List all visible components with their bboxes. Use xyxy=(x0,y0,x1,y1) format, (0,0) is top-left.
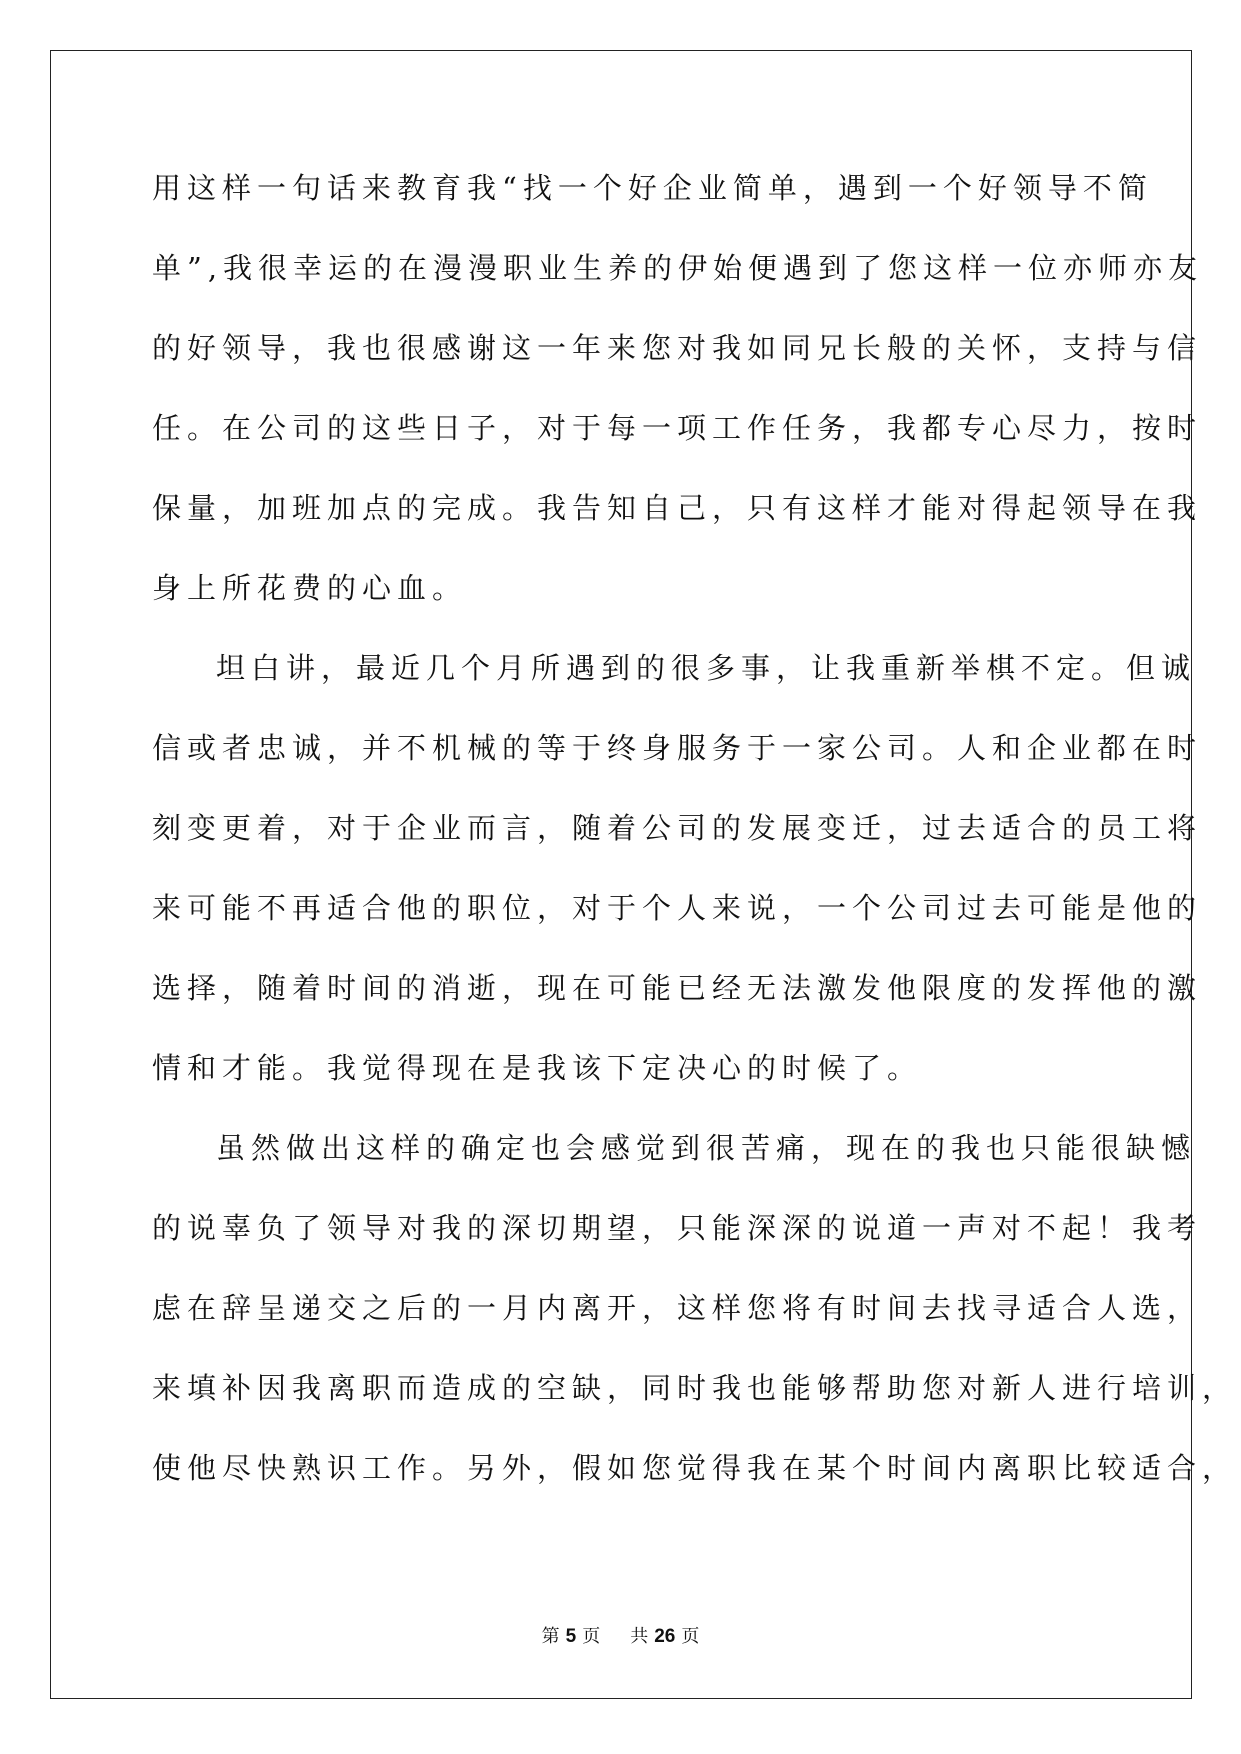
text-line: 信或者忠诚，并不机械的等于终身服务于一家公司。人和企业都在时 xyxy=(152,731,1203,765)
total-suffix: 页 xyxy=(681,1626,700,1647)
total-pages: 26 xyxy=(654,1626,676,1647)
text-line: 保量，加班加点的完成。我告知自己，只有这样才能对得起领导在我 xyxy=(152,491,1203,525)
page-footer xyxy=(0,1622,1241,1648)
paragraph-start-line: 坦白讲，最近几个月所遇到的很多事，让我重新举棋不定。但诚 xyxy=(216,651,1197,685)
page-prefix: 第 xyxy=(541,1626,560,1647)
paragraph-start-line: 虽然做出这样的确定也会感觉到很苦痛，现在的我也只能很缺憾 xyxy=(216,1131,1197,1165)
text-line: 任。在公司的这些日子，对于每一项工作任务，我都专心尽力，按时 xyxy=(152,411,1203,445)
text-line: 来填补因我离职而造成的空缺，同时我也能够帮助您对新人进行培训， xyxy=(152,1371,1238,1405)
page-number: 5 xyxy=(565,1626,577,1647)
text-line: 身上所花费的心血。 xyxy=(152,571,468,605)
text-line: 使他尽快熟识工作。另外，假如您觉得我在某个时间内离职比较适合， xyxy=(152,1451,1238,1485)
text-line: 情和才能。我觉得现在是我该下定决心的时候了。 xyxy=(152,1051,923,1085)
page-suffix: 页 xyxy=(582,1626,601,1647)
total-prefix: 共 xyxy=(630,1626,649,1647)
document-body xyxy=(152,160,1238,1520)
text-line: 用这样一句话来教育我“找一个好企业简单，遇到一个好领导不简 xyxy=(152,171,1153,205)
text-line: 刻变更着，对于企业而言，随着公司的发展变迁，过去适合的员工将 xyxy=(152,811,1203,845)
text-line: 的说辜负了领导对我的深切期望，只能深深的说道一声对不起！我考 xyxy=(152,1211,1203,1245)
text-line: 单”,我很幸运的在漫漫职业生养的伊始便遇到了您这样一位亦师亦友 xyxy=(152,251,1204,285)
text-line: 来可能不再适合他的职位，对于个人来说，一个公司过去可能是他的 xyxy=(152,891,1203,925)
text-line: 的好领导，我也很感谢这一年来您对我如同兄长般的关怀，支持与信 xyxy=(152,331,1203,365)
text-line: 虑在辞呈递交之后的一月内离开，这样您将有时间去找寻适合人选， xyxy=(152,1291,1203,1325)
text-line: 选择，随着时间的消逝，现在可能已经无法激发他限度的发挥他的激 xyxy=(152,971,1203,1005)
